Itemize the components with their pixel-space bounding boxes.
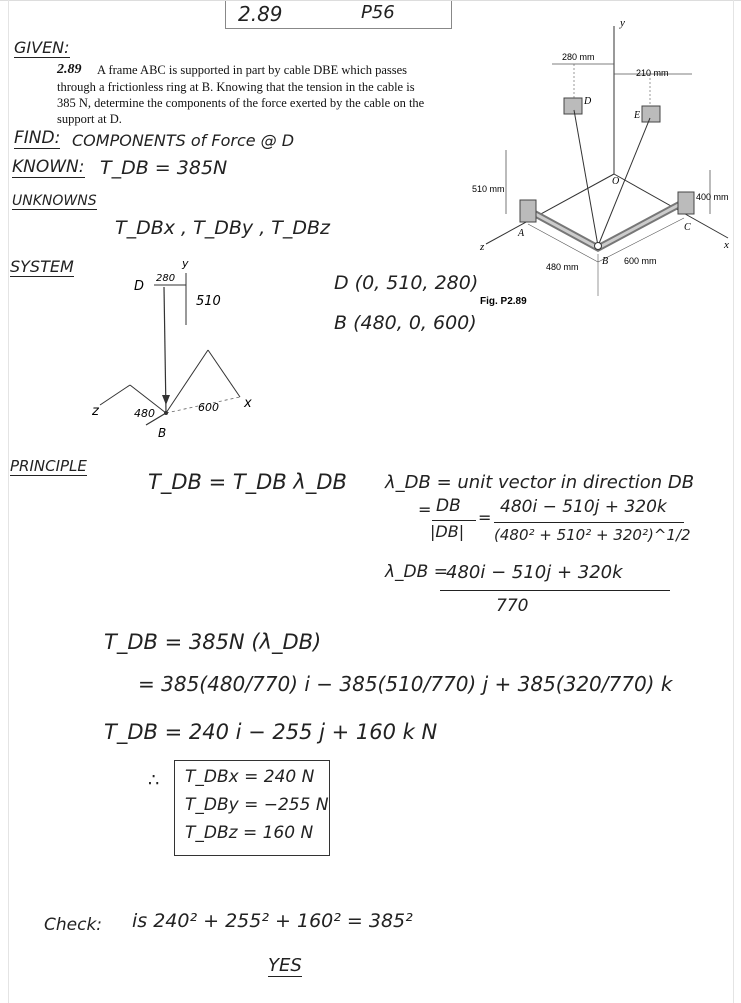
sketch-480: 480 xyxy=(134,407,155,420)
known-text: T_DB = 385N xyxy=(100,157,228,179)
unit-vector-definition: λ_DB = unit vector in direction DB xyxy=(385,472,695,493)
find-label: FIND: xyxy=(14,128,61,148)
coord-d: D (0, 510, 280) xyxy=(334,272,479,294)
find-text: COMPONENTS of Force @ D xyxy=(72,131,295,150)
fig-dim-280: 280 mm xyxy=(562,52,595,62)
given-label: GIVEN: xyxy=(14,38,70,57)
fraction2-numerator: 480i − 510j + 320k xyxy=(500,497,667,517)
answer-tdbx: T_DBx = 240 N xyxy=(185,767,315,787)
fig-dim-510: 510 mm xyxy=(472,184,505,194)
fig-axis-z: z xyxy=(480,241,485,253)
lambda-fraction-bar xyxy=(440,590,670,591)
work-line-2: = 385(480/770) i − 385(510/770) j + 385(320/770) k xyxy=(138,672,673,696)
unknowns-text: T_DBx , T_DBy , T_DBz xyxy=(115,217,331,239)
check-equation: is 240² + 255² + 160² = 385² xyxy=(132,910,413,932)
fig-label-e: E xyxy=(634,110,641,121)
sketch-600: 600 xyxy=(198,401,219,414)
header-box xyxy=(225,0,452,29)
equals-sign-2: = xyxy=(478,508,492,527)
problem-number: 2.89 xyxy=(238,2,283,26)
work-line-1: T_DB = 385N (λ_DB) xyxy=(104,630,322,654)
sketch-280: 280 xyxy=(156,273,176,284)
fig-dim-210: 210 mm xyxy=(636,68,669,78)
fig-axis-y: y xyxy=(620,17,625,29)
sketch-510: 510 xyxy=(196,294,221,309)
system-sketch xyxy=(90,255,270,445)
lambda-equation-lhs: λ_DB = xyxy=(385,562,448,582)
problem-statement-line-4: support at D. xyxy=(57,112,122,126)
fig-dim-400: 400 mm xyxy=(696,192,729,202)
top-rule xyxy=(0,0,741,1)
answer-tdbz: T_DBz = 160 N xyxy=(185,823,314,843)
fig-dim-600: 600 mm xyxy=(624,256,657,266)
fig-label-b: B xyxy=(602,256,609,267)
unknowns-label: UNKNOWNS xyxy=(12,193,97,209)
known-label: KNOWN: xyxy=(12,157,85,177)
fraction2-bar xyxy=(494,522,684,523)
fraction2-denominator: (480² + 510² + 320²)^1/2 xyxy=(494,526,691,544)
problem-statement-line-3: 385 N, determine the components of the force exerted by the cable on the xyxy=(57,96,425,110)
right-margin-rule xyxy=(733,0,734,1003)
fig-label-d: D xyxy=(584,96,592,107)
sketch-y: y xyxy=(182,257,189,270)
work-line-3: T_DB = 240 i − 255 j + 160 k N xyxy=(104,720,438,744)
principle-equation: T_DB = T_DB λ_DB xyxy=(148,470,347,494)
principle-label: PRINCIPLE xyxy=(10,457,87,475)
coord-b: B (480, 0, 600) xyxy=(334,312,477,334)
fig-caption: Fig. P2.89 xyxy=(480,296,527,307)
system-label: SYSTEM xyxy=(10,257,74,276)
problem-statement-line-1: A frame ABC is supported in part by cable DBE which passes xyxy=(97,63,408,77)
figure-p2-89 xyxy=(470,14,732,314)
fig-dim-480: 480 mm xyxy=(546,262,579,272)
lambda-denominator: 770 xyxy=(496,596,529,616)
problem-statement-line-2: through a frictionless ring at B. Knowing that the tension in the cable is xyxy=(57,80,415,94)
page-reference: P56 xyxy=(361,2,395,23)
fraction1-bar xyxy=(432,520,476,521)
fraction1-denominator: |DB| xyxy=(430,522,465,541)
check-result: YES xyxy=(268,955,302,976)
sketch-d: D xyxy=(134,279,145,294)
therefore-symbol: ∴ xyxy=(148,770,160,791)
left-margin-rule xyxy=(8,0,9,1003)
fig-label-c: C xyxy=(684,222,691,233)
lambda-numerator: 480i − 510j + 320k xyxy=(446,562,623,583)
answer-box xyxy=(174,760,330,856)
problem-statement-number: 2.89 xyxy=(57,62,82,77)
check-label: Check: xyxy=(44,915,103,935)
answer-tdby: T_DBy = −255 N xyxy=(185,795,329,815)
fig-label-o: O xyxy=(612,176,620,187)
sketch-z: z xyxy=(92,404,99,419)
fraction1-numerator: DB xyxy=(436,496,461,516)
fig-axis-x: x xyxy=(724,239,729,251)
sketch-b: B xyxy=(158,426,167,440)
sketch-x: x xyxy=(244,396,252,411)
equals-sign-1: = xyxy=(418,500,432,519)
fig-label-a: A xyxy=(518,228,525,239)
